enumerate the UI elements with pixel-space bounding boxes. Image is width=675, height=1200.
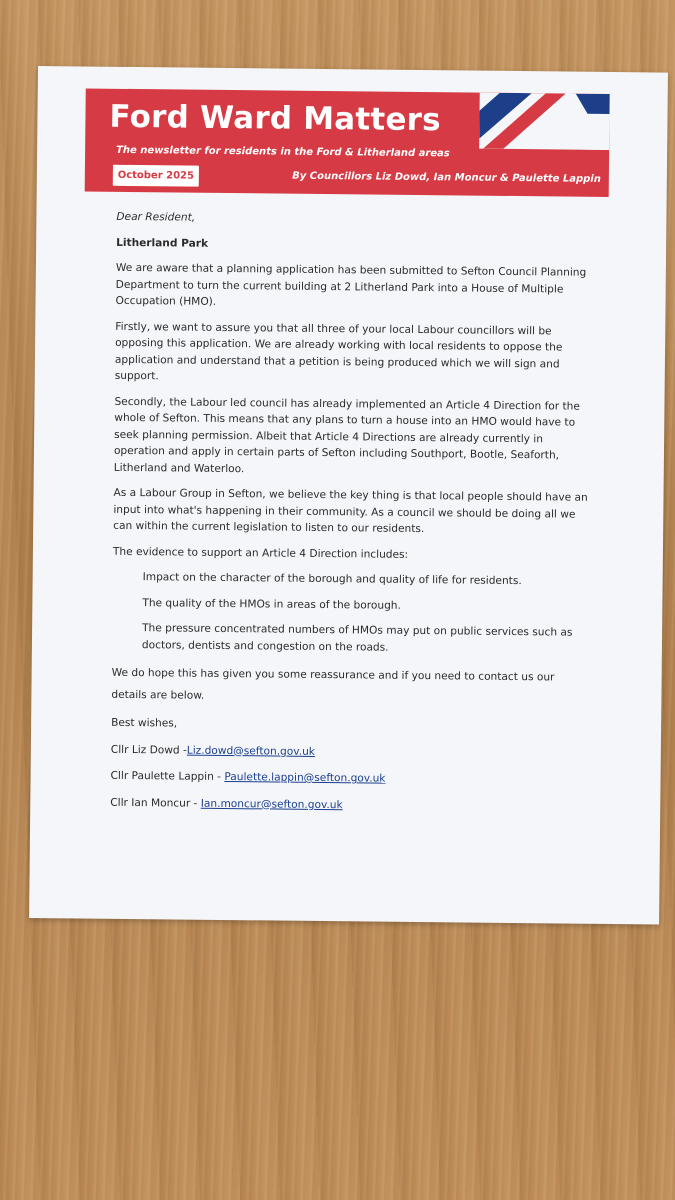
contact-label: Cllr Liz Dowd - [110,743,187,757]
letter-body [110,209,596,826]
union-flag-icon [479,93,610,150]
contact-label: Cllr Paulette Lappin - [110,769,222,783]
newsletter-title: Ford Ward Matters [109,98,441,139]
contact-label: Cllr Ian Moncur - [110,796,198,810]
issue-date-badge: October 2025 [113,165,199,187]
email-link-ian-moncur[interactable]: Ian.moncur@sefton.gov.uk [200,797,343,811]
letter-heading: Litherland Park [116,236,209,250]
evidence-item: Impact on the character of the borough and quality of life for residents. [142,571,522,588]
letter-salutation: Dear Resident, [116,210,196,224]
newsletter-page [29,66,668,925]
evidence-intro: The evidence to support an Article 4 Direction includes: [112,545,409,561]
contact-paulette-lappin [110,768,590,790]
letter-paragraph: Firstly, we want to assure you that all three of your local Labour councillors will be opposing this application. We are already working with local residents to oppose the application and understand that a petition is being produced which we will sign and support. [114,320,563,383]
letter-signoff: Best wishes, [111,716,178,730]
evidence-item: The pressure concentrated numbers of HMOs may put on public services such as doctors, dentists and congestion on the roads. [141,622,573,654]
email-link-paulette-lappin[interactable]: Paulette.lappin@sefton.gov.uk [224,770,386,785]
letter-paragraph: We are aware that a planning application has been submitted to Sefton Council Planning Department to turn the current building at 2 Litherland Park into a House of Multiple Occupation (HMO). [115,261,587,308]
letter-paragraph: Secondly, the Labour led council has already implemented an Article 4 Direction for the whole of Sefton. This means that any plans to turn a house into an HMO would have to seek planning permission. Albeit that Article 4 Directions are already currently in operation and apply in certain parts of Sefton including Southport, Bootle, Seaforth, Litherland and Waterloo. [113,395,580,475]
newsletter-byline: By Councillors Liz Dowd, Ian Moncur & Paulette Lappin [292,170,601,185]
email-link-liz-dowd[interactable]: Liz.dowd@sefton.gov.uk [186,744,316,758]
evidence-item: The quality of the HMOs in areas of the borough. [142,596,401,612]
letter-paragraph: As a Labour Group in Sefton, we believe the key thing is that local people should have an input into what's happening in their community. As a council we should be doing all we can within the current legislation to listen to our residents. [113,486,588,536]
evidence-list [142,569,593,658]
newsletter-subtitle: The newsletter for residents in the Ford & Litherland areas [116,144,450,160]
letter-signature [110,715,591,816]
letter-closing: We do hope this has given you some reassurance and if you need to contact us our details are below. [111,666,555,702]
contact-ian-moncur [110,794,590,816]
newsletter-banner [85,89,610,197]
contact-liz-dowd [111,741,591,763]
